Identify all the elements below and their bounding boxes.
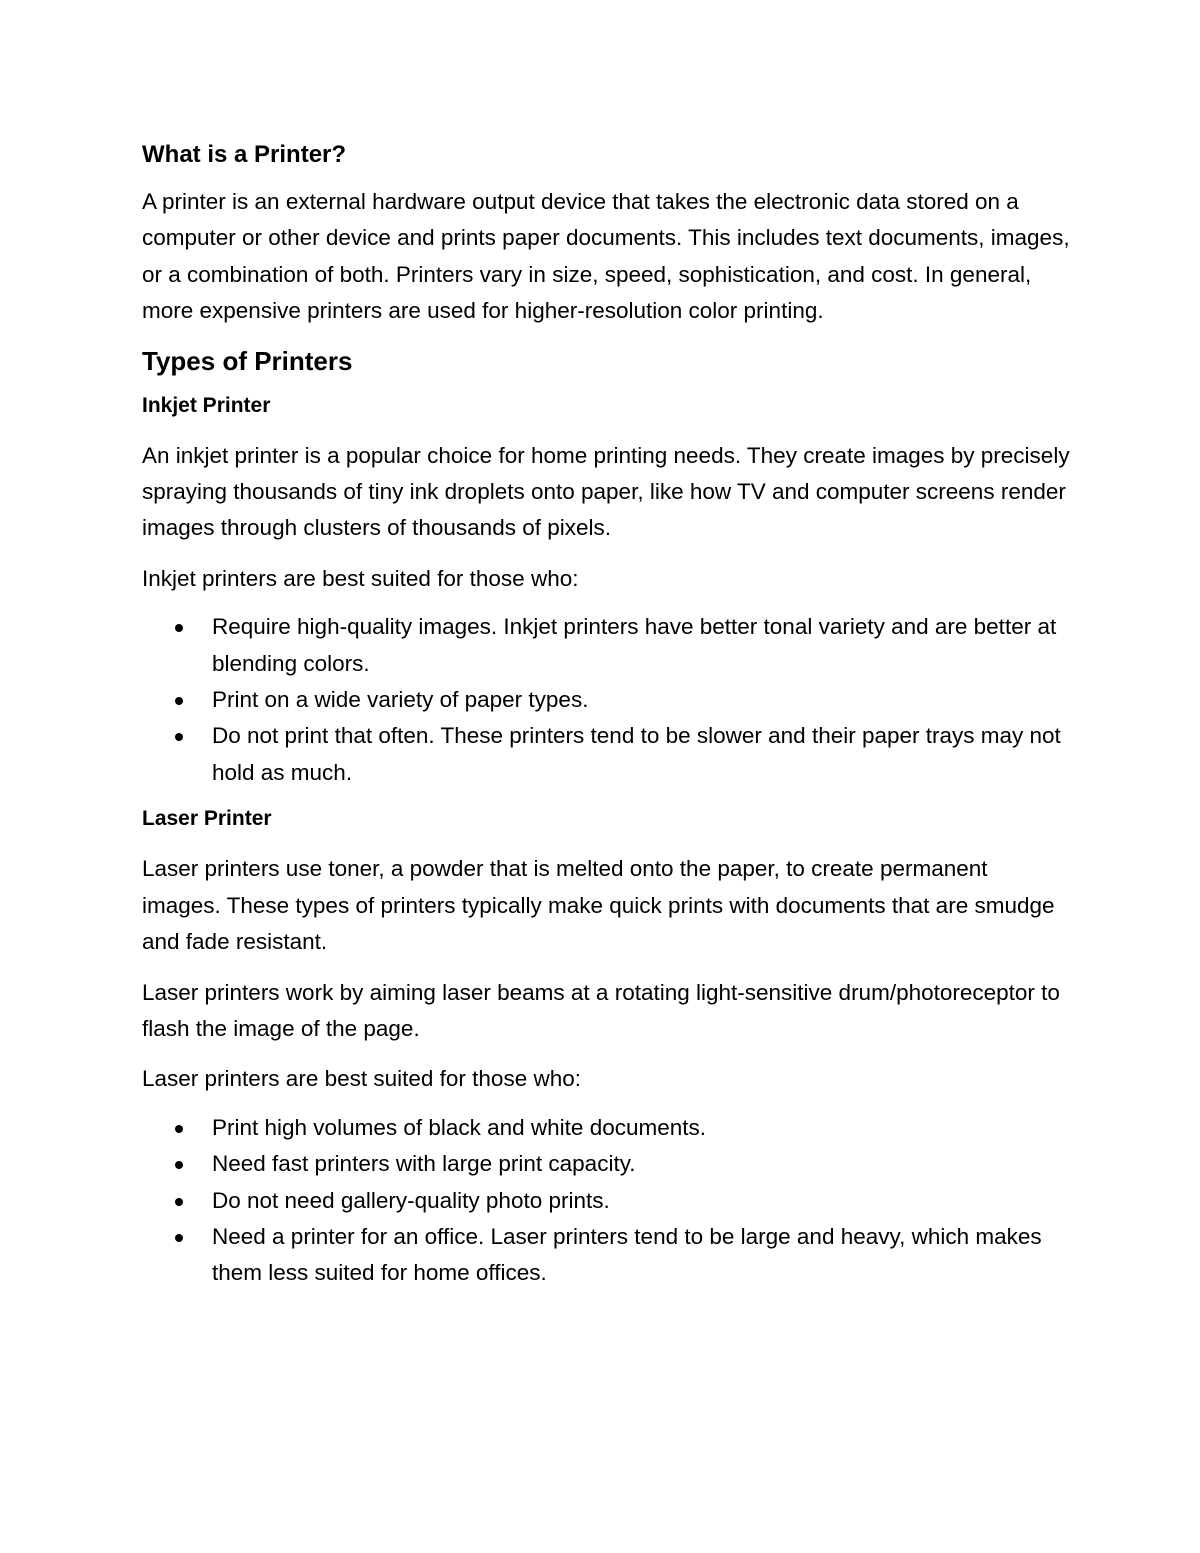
- laser-bullet-list: [142, 1110, 1072, 1292]
- bullet-icon: [175, 1125, 183, 1133]
- list-item: [142, 718, 1072, 791]
- list-item: [142, 682, 1072, 718]
- intro-paragraph: A printer is an external hardware output device that takes the electronic data stored on a computer or other device and prints paper documents. This includes text documents, images, or a combination of both. Printers vary in size, speed, sophistication, and cost. In general, more expensive printers are used for higher-resolution color printing.: [142, 189, 1070, 324]
- laser-paragraph-1: Laser printers use toner, a powder that is melted onto the paper, to create permanent images. These types of printers typically make quick prints with documents that are smudge and fade resistant.: [142, 856, 1055, 955]
- bullet-icon: [175, 1161, 183, 1169]
- inkjet-heading: Inkjet Printer: [142, 393, 271, 417]
- inkjet-paragraph: An inkjet printer is a popular choice for home printing needs. They create images by precisely spraying thousands of tiny ink droplets onto paper, like how TV and computer screens render images through clusters of thousands of pixels.: [142, 442, 1070, 541]
- list-item-text: Print on a wide variety of paper types.: [212, 687, 589, 713]
- inkjet-bullet-list: [142, 609, 1072, 791]
- bullet-icon: [175, 624, 183, 632]
- inkjet-suited-intro: Inkjet printers are best suited for those who:: [142, 565, 579, 591]
- document-title: What is a Printer?: [142, 141, 347, 168]
- list-item: [142, 1146, 1072, 1182]
- bullet-icon: [175, 1234, 183, 1242]
- list-item: [142, 1110, 1072, 1146]
- laser-paragraph-2: Laser printers work by aiming laser beams at a rotating light-sensitive drum/photoreceptor to flash the image of the page.: [142, 979, 1060, 1041]
- bullet-icon: [175, 733, 183, 741]
- list-item: [142, 1183, 1072, 1219]
- list-item-text: Print high volumes of black and white documents.: [212, 1114, 707, 1140]
- laser-suited-intro: Laser printers are best suited for those who:: [142, 1066, 581, 1092]
- bullet-icon: [175, 1198, 183, 1206]
- list-item-text: Need a printer for an office. Laser printers tend to be large and heavy, which makes them less suited for home offices.: [212, 1223, 1042, 1286]
- list-item: [142, 1219, 1072, 1292]
- list-item-text: Require high-quality images. Inkjet printers have better tonal variety and are better at blending colors.: [212, 614, 1057, 676]
- types-heading: Types of Printers: [142, 345, 353, 376]
- list-item-text: Need fast printers with large print capacity.: [212, 1151, 636, 1177]
- laser-heading: Laser Printer: [142, 807, 272, 831]
- list-item-text: Do not print that often. These printers tend to be slower and their paper trays may not hold as much.: [212, 723, 1061, 785]
- list-item: [142, 609, 1072, 682]
- bullet-icon: [175, 697, 183, 705]
- list-item-text: Do not need gallery-quality photo prints.: [212, 1187, 610, 1213]
- document-body: [142, 140, 1072, 1306]
